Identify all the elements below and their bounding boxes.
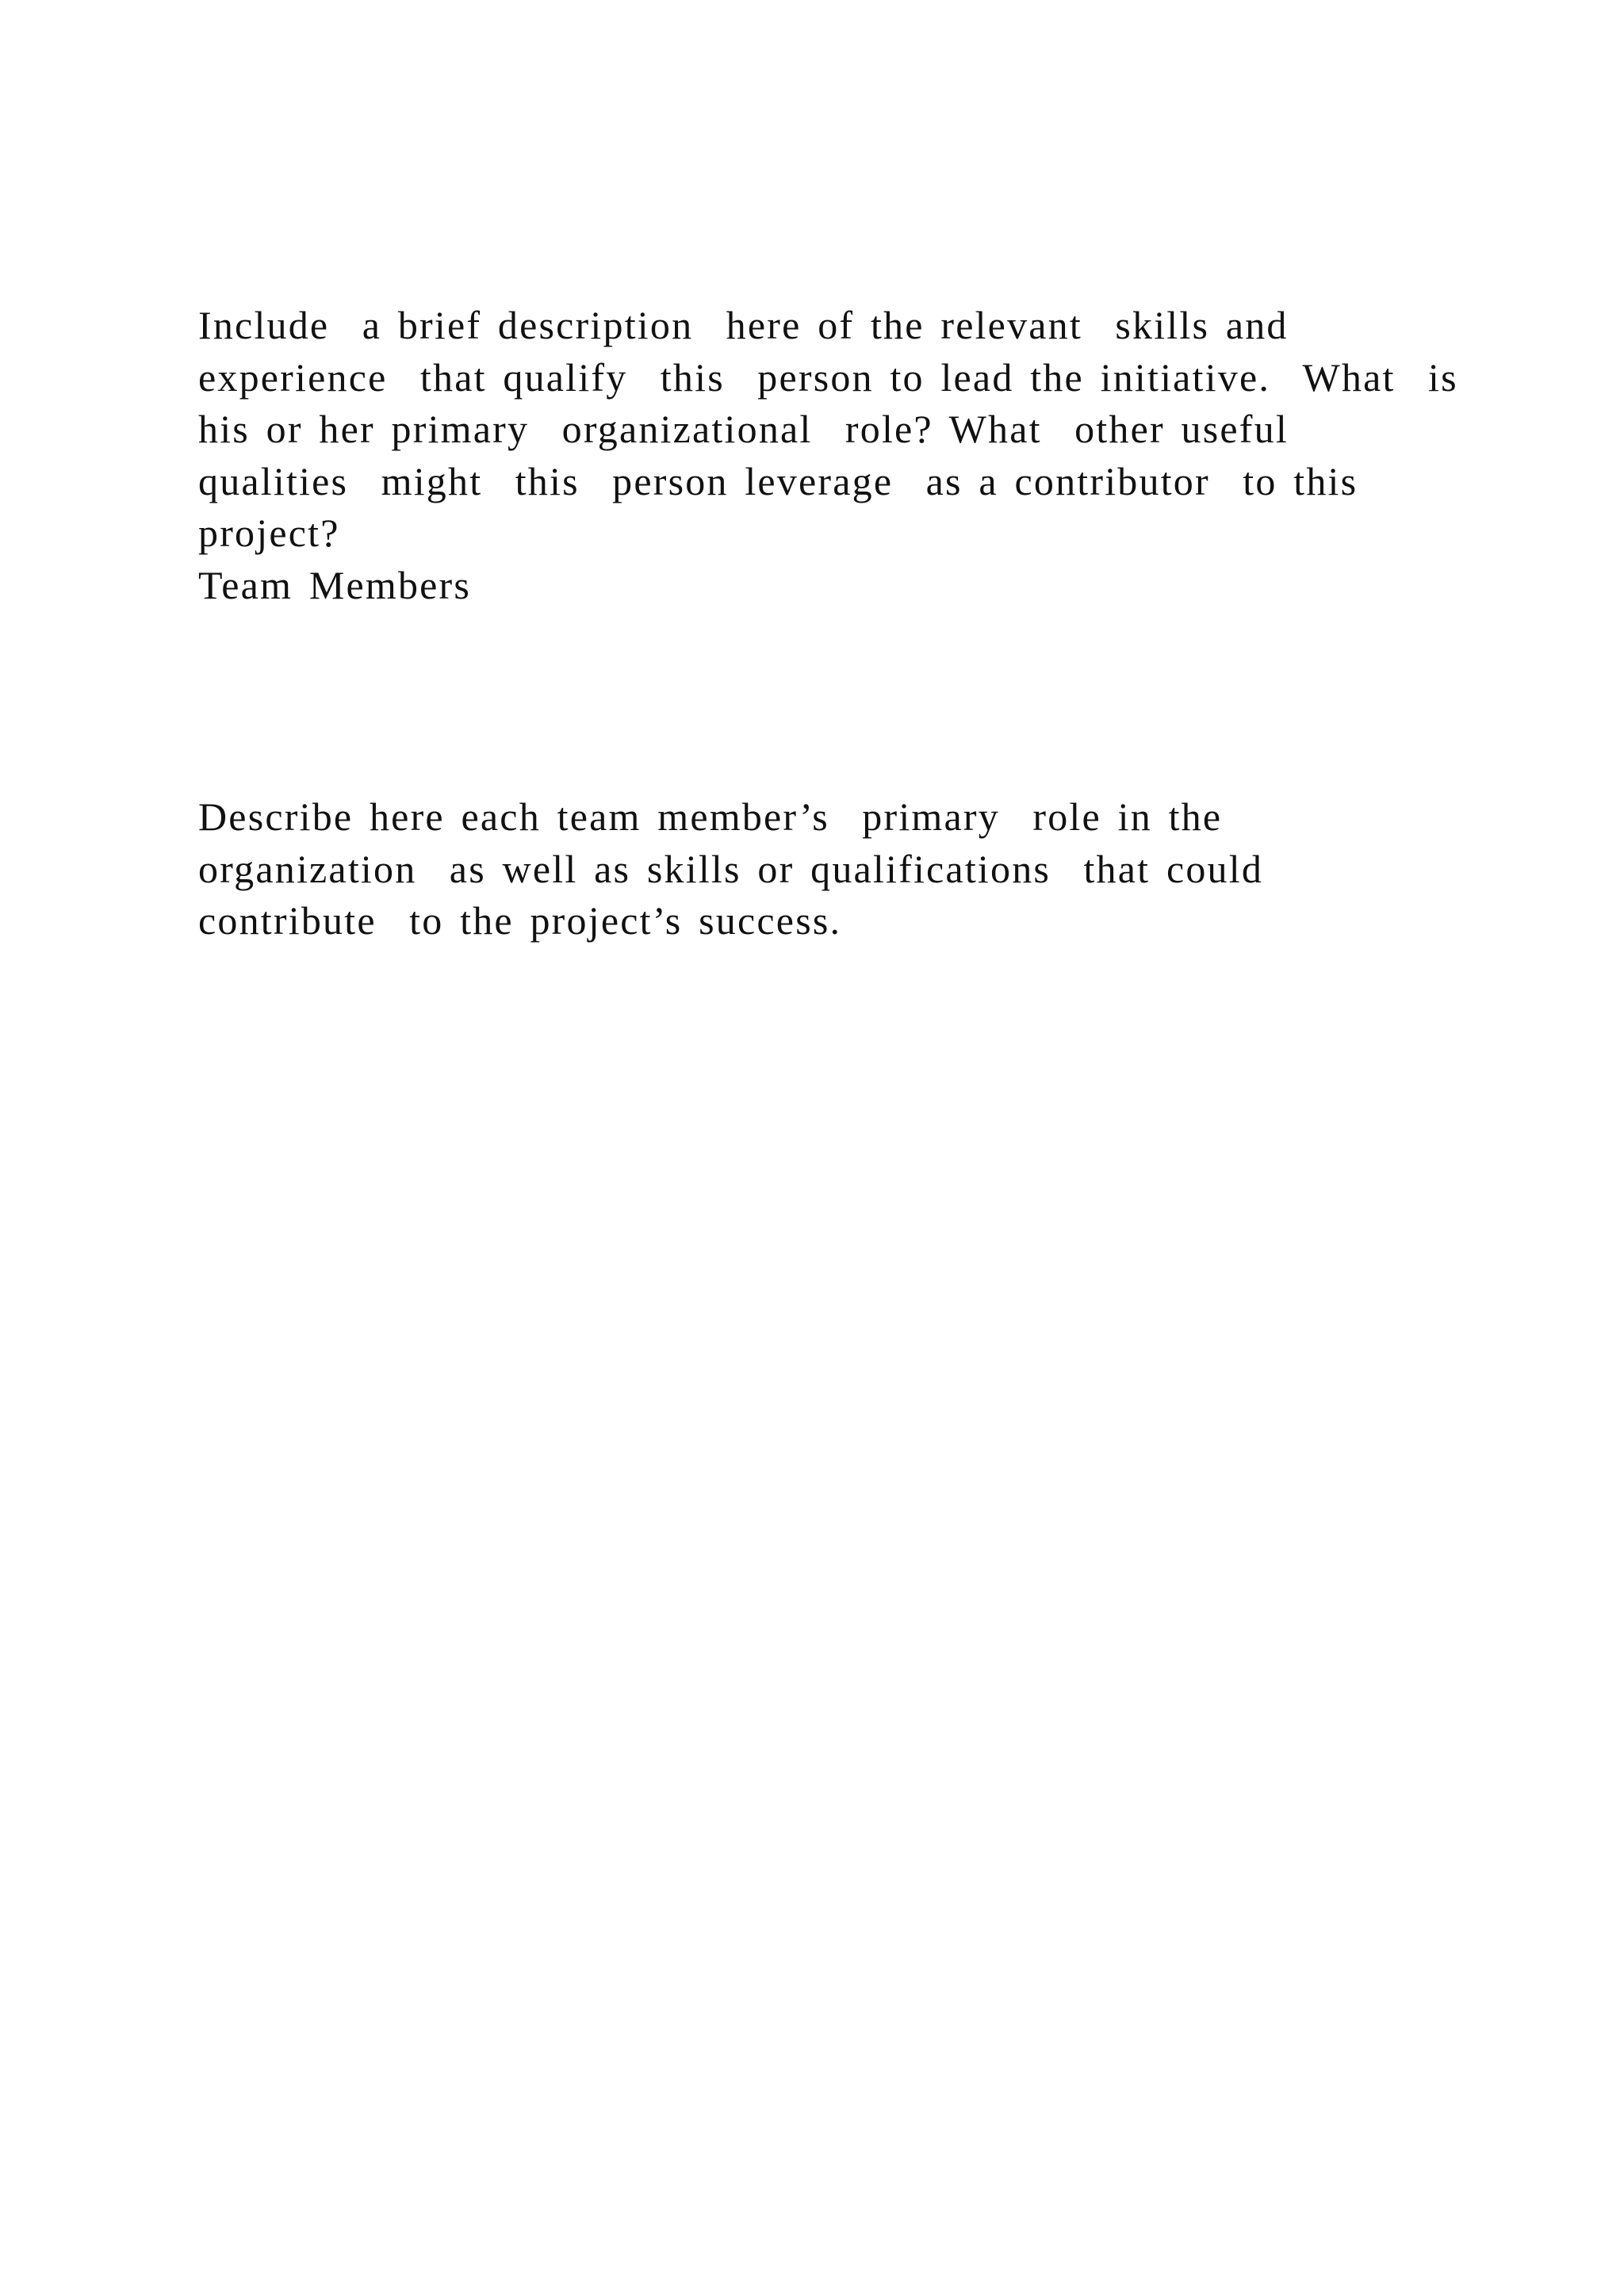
lead-description-block xyxy=(198,300,1467,611)
lead-description-line-5: project? xyxy=(198,511,340,555)
lead-description-line-2: experience that qualify this person to lead the initiative. What is xyxy=(198,354,1458,400)
lead-description-line-4: qualities might this person leverage as a contributor to this xyxy=(198,458,1358,503)
team-members-heading: Team Members xyxy=(198,562,472,607)
team-description-line-3: contribute to the project’s success. xyxy=(198,898,842,943)
team-description-line-1: Describe here each team member’s primary role in the xyxy=(198,794,1223,839)
team-description-line-2: organization as well as skills or qualifications that could xyxy=(198,846,1264,891)
lead-description-line-3: his or her primary organizational role? What other useful xyxy=(198,407,1289,451)
lead-description-line-1: Include a brief description here of the relevant skills and xyxy=(198,303,1289,347)
team-description-block xyxy=(198,791,1467,947)
